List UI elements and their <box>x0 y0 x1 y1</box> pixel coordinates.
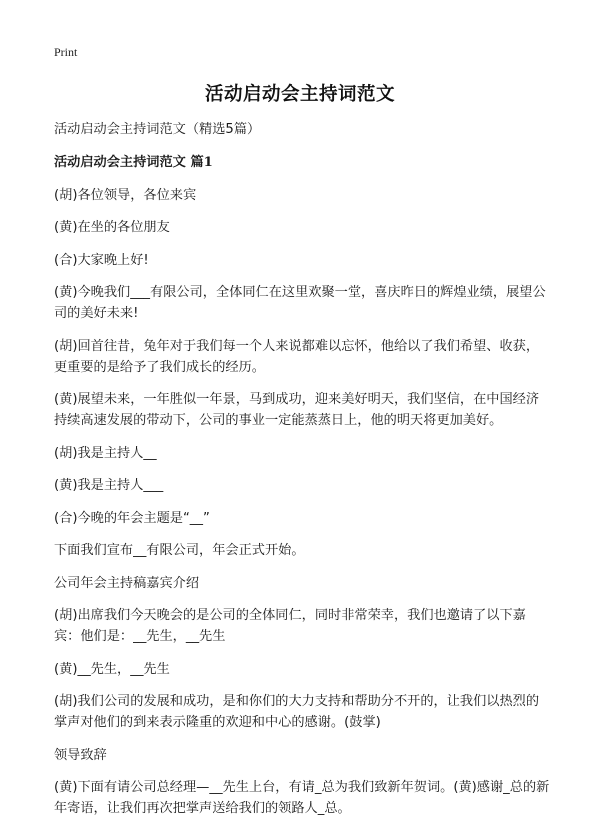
paragraph: (胡)各位领导，各位来宾 <box>54 187 197 203</box>
paragraph: (黄)下面有请公司总经理—__先生上台，有请_总为我们致新年贺词。(黄)感谢_总的新年寄语，让我们再次把掌声送给我们的领路人_总。 <box>54 780 550 816</box>
paragraph: (黄)我是主持人___ <box>54 478 164 493</box>
paragraph: (胡)回首往昔，兔年对于我们每一个人来说都难以忘怀，他给以了我们希望、收获，更重要的是给予了我们成长的经历。 <box>54 338 540 375</box>
paragraph: (黄)__先生，__先生 <box>54 661 170 677</box>
document-body <box>54 119 550 831</box>
paragraph: (胡)我们公司的发展和成功，是和你们的大力支持和帮助分不开的，让我们以热烈的掌声对他们的到来表示隆重的欢迎和中心的感谢。(鼓掌) <box>54 694 540 730</box>
paragraph: (胡)出席我们今天晚会的是公司的全体同仁，同时非常荣幸，我们也邀请了以下嘉宾：他们是：__先生，__先生 <box>54 608 526 644</box>
paragraph: 下面我们宣布__有限公司，年会正式开始。 <box>54 543 305 558</box>
print-label[interactable]: Print <box>54 45 78 59</box>
paragraph: (胡)我是主持人__ <box>54 445 157 461</box>
paragraph: 公司年会主持稿嘉宾介绍 <box>54 575 200 591</box>
paragraph: 领导致辞 <box>54 747 107 763</box>
paragraph: (黄)展望未来，一年胜似一年景，马到成功，迎来美好明天，我们坚信，在中国经济持续高速发展的带动下，公司的事业一定能蒸蒸日上，他的明天将更加美好。 <box>54 392 540 428</box>
page-title: 活动启动会主持词范文 <box>204 84 395 105</box>
paragraph: (合)今晚的年会主题是“__” <box>54 510 210 526</box>
paragraph: (黄)今晚我们___有限公司，全体同仁在这里欢聚一堂，喜庆昨日的辉煌业绩，展望公司的美好未来! <box>54 285 546 321</box>
section-heading: 活动启动会主持词范文 篇1 <box>54 155 213 170</box>
document-subtitle: 活动启动会主持词范文（精选5篇） <box>54 122 261 137</box>
paragraph: (黄)在坐的各位朋友 <box>54 220 170 235</box>
paragraph: (合)大家晚上好! <box>54 252 149 268</box>
